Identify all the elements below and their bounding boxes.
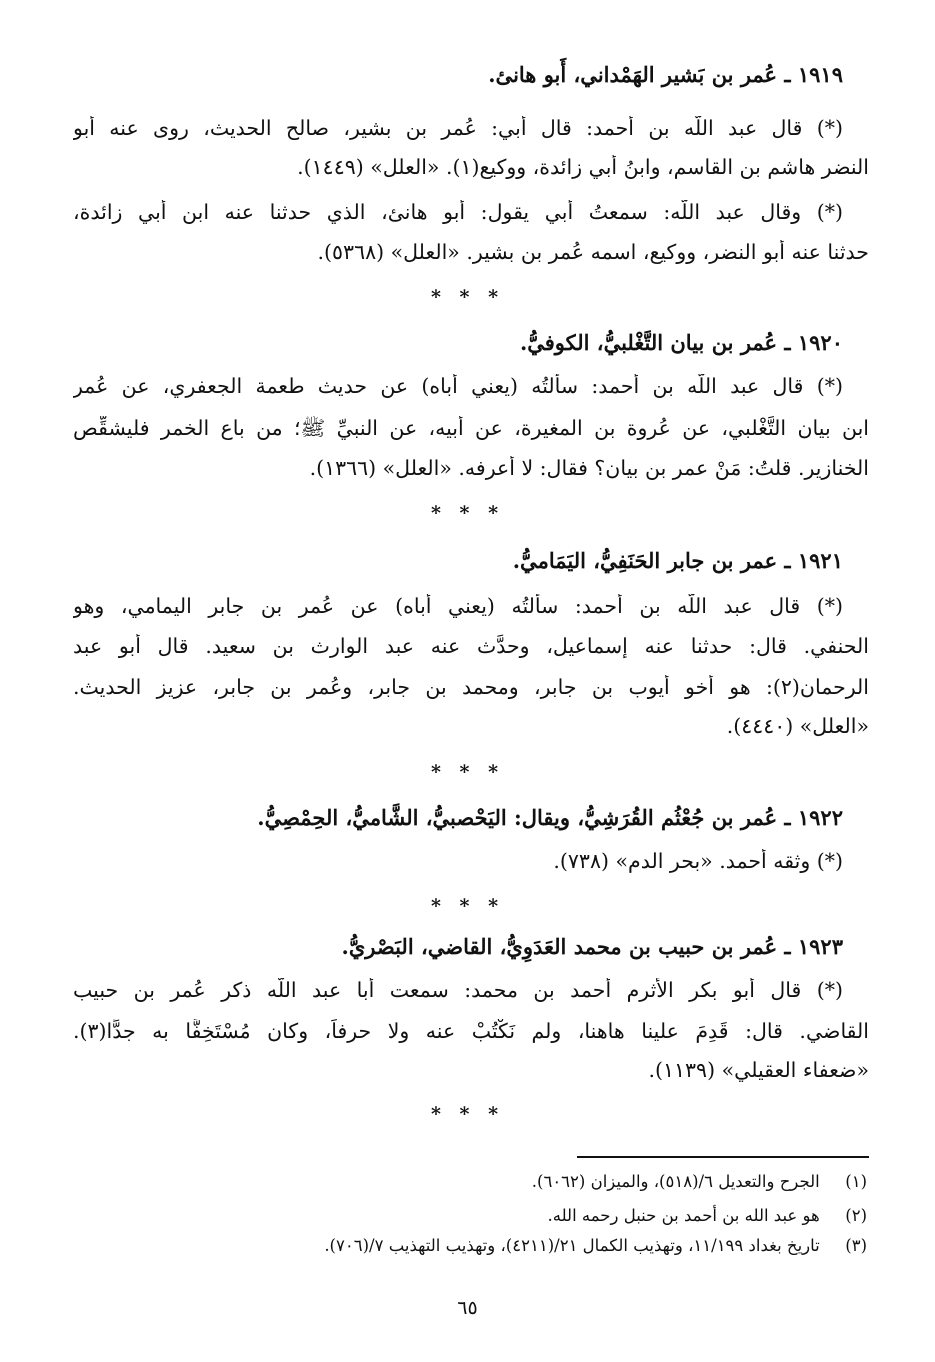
entry-1920-line-3: الخنازير. قلتُ: مَنْ عمر بن بيان؟ فقال: لا أعرفه. «العلل» (١٣٦٦). bbox=[309, 456, 869, 480]
entry-1921-line-4: «العلل» (٤٤٤٠). bbox=[726, 714, 869, 738]
entry-1923-line-1: (*) قال أَبو بكر الأَثرم أحمد بن محمد: سمعت أبا عبد اللَّه ذكر عُمر بن حبيب bbox=[73, 978, 843, 1002]
entry-1919-line-1: (*) قال عبد اللَّه بن أحمد: قال أبي: عُمر بن بشير، صالح الحديث، روى عنه أَبو bbox=[73, 116, 843, 140]
entry-1922-line-1: (*) وثقه أحمد. «بحر الدم» (٧٣٨). bbox=[553, 849, 843, 873]
footnote-divider bbox=[577, 1156, 869, 1158]
entry-1919-line-4: حدثنا عنه أَبو النضر، ووكيع، اسمه عُمر بن بشير. «العلل» (٥٣٦٨). bbox=[317, 240, 869, 264]
footnote-2 bbox=[548, 1206, 868, 1226]
entry-1921-line-1: (*) قال عبد اللَّه بن أحمد: سألتُه (يعني أباه) عن عُمر بن جابر اليمامي، وهو bbox=[73, 594, 843, 618]
footnote-3 bbox=[324, 1236, 867, 1256]
entry-title-1920: ١٩٢٠ ـ عُمر بن بيان التَّغْلبيُّ، الكوفيُّ. bbox=[519, 330, 843, 355]
footnote-text: هو عبد الله بن أحمد بن حنبل رحمه الله. bbox=[547, 1206, 820, 1225]
footnote-number: (٣) bbox=[845, 1236, 867, 1255]
separator-stars: * * * bbox=[430, 1103, 505, 1125]
entry-1919-line-2: النضر هاشم بن القاسم، وابنُ أَبي زائدة، ووكيع(١). «العلل» (١٤٤٩). bbox=[297, 155, 869, 179]
entry-title-1919: ١٩١٩ ـ عُمر بن بَشير الهَمْداني، أَبو هانئ. bbox=[488, 62, 843, 87]
entry-title-1922: ١٩٢٢ ـ عُمر بن جُعْثُم القُرَشِيُّ، ويقال: اليَحْصبيُّ، الشَّاميُّ، الحِمْصِيُّ. bbox=[257, 805, 843, 830]
footnote-number: (٢) bbox=[845, 1206, 867, 1225]
entry-title-1921: ١٩٢١ ـ عمر بن جابر الحَنَفِيُّ، اليَمَاميُّ. bbox=[512, 548, 843, 573]
entry-1921-line-2: الحنفي. قال: حدثنا عنه إسماعيل، وحدَّث عنه عبد الوارث بن سعيد. قال أبو عبد bbox=[73, 634, 869, 658]
entry-1923-line-2: القاضي. قال: قَدِمَ علينا هاهنا، ولم نَكْتُبْ عنه ولا حرفاً، وكان مُسْتَخِفًّا به جدًّا(٣). bbox=[73, 1019, 869, 1043]
entry-1923-line-3: «ضعفاء العقيلي» (١١٣٩). bbox=[648, 1058, 869, 1082]
entry-1920-line-2: ابن بيان التَّغْلبي، عن عُروة بن المغيرة، عن أَبيه، عن النبيِّ ﷺ؛ من باع الخمر فليشقِّص bbox=[73, 416, 869, 440]
separator-stars: * * * bbox=[430, 895, 505, 917]
entry-title-1923: ١٩٢٣ ـ عُمر بن حبيب بن محمد العَدَوِيُّ، القاضي، البَصْريُّ. bbox=[341, 934, 843, 959]
separator-stars: * * * bbox=[430, 502, 505, 524]
entry-1920-line-1: (*) قال عبد اللَّه بن أحمد: سألتُه (يعني أباه) عن حديث طعمة الجعفري، عن عُمر bbox=[73, 374, 843, 398]
separator-stars: * * * bbox=[430, 761, 505, 783]
entry-1919-line-3: (*) وقال عبد اللَّه: سمعتُ أبي يقول: أبو هانئ، الذي حدثنا عنه ابن أَبي زائدة، bbox=[73, 200, 843, 224]
separator-stars: * * * bbox=[430, 286, 505, 308]
footnote-number: (١) bbox=[845, 1172, 867, 1191]
footnote-text: الجرح والتعديل ٦/(٥١٨)، والميزان (٦٠٦٢). bbox=[531, 1172, 820, 1191]
page-number: ٦٥ bbox=[457, 1297, 478, 1319]
footnote-text: تاريخ بغداد ١١/١٩٩، وتهذيب الكمال ٢١/(٤٢١١)، وتهذيب التهذيب ٧/(٧٠٦). bbox=[324, 1236, 820, 1255]
entry-1921-line-3: الرحمان(٢): هو أَخو أيوب بن جابر، ومحمد بن جابر، وعُمر بن جابر، عزيز الحديث. bbox=[73, 675, 869, 699]
footnote-1 bbox=[532, 1172, 867, 1192]
